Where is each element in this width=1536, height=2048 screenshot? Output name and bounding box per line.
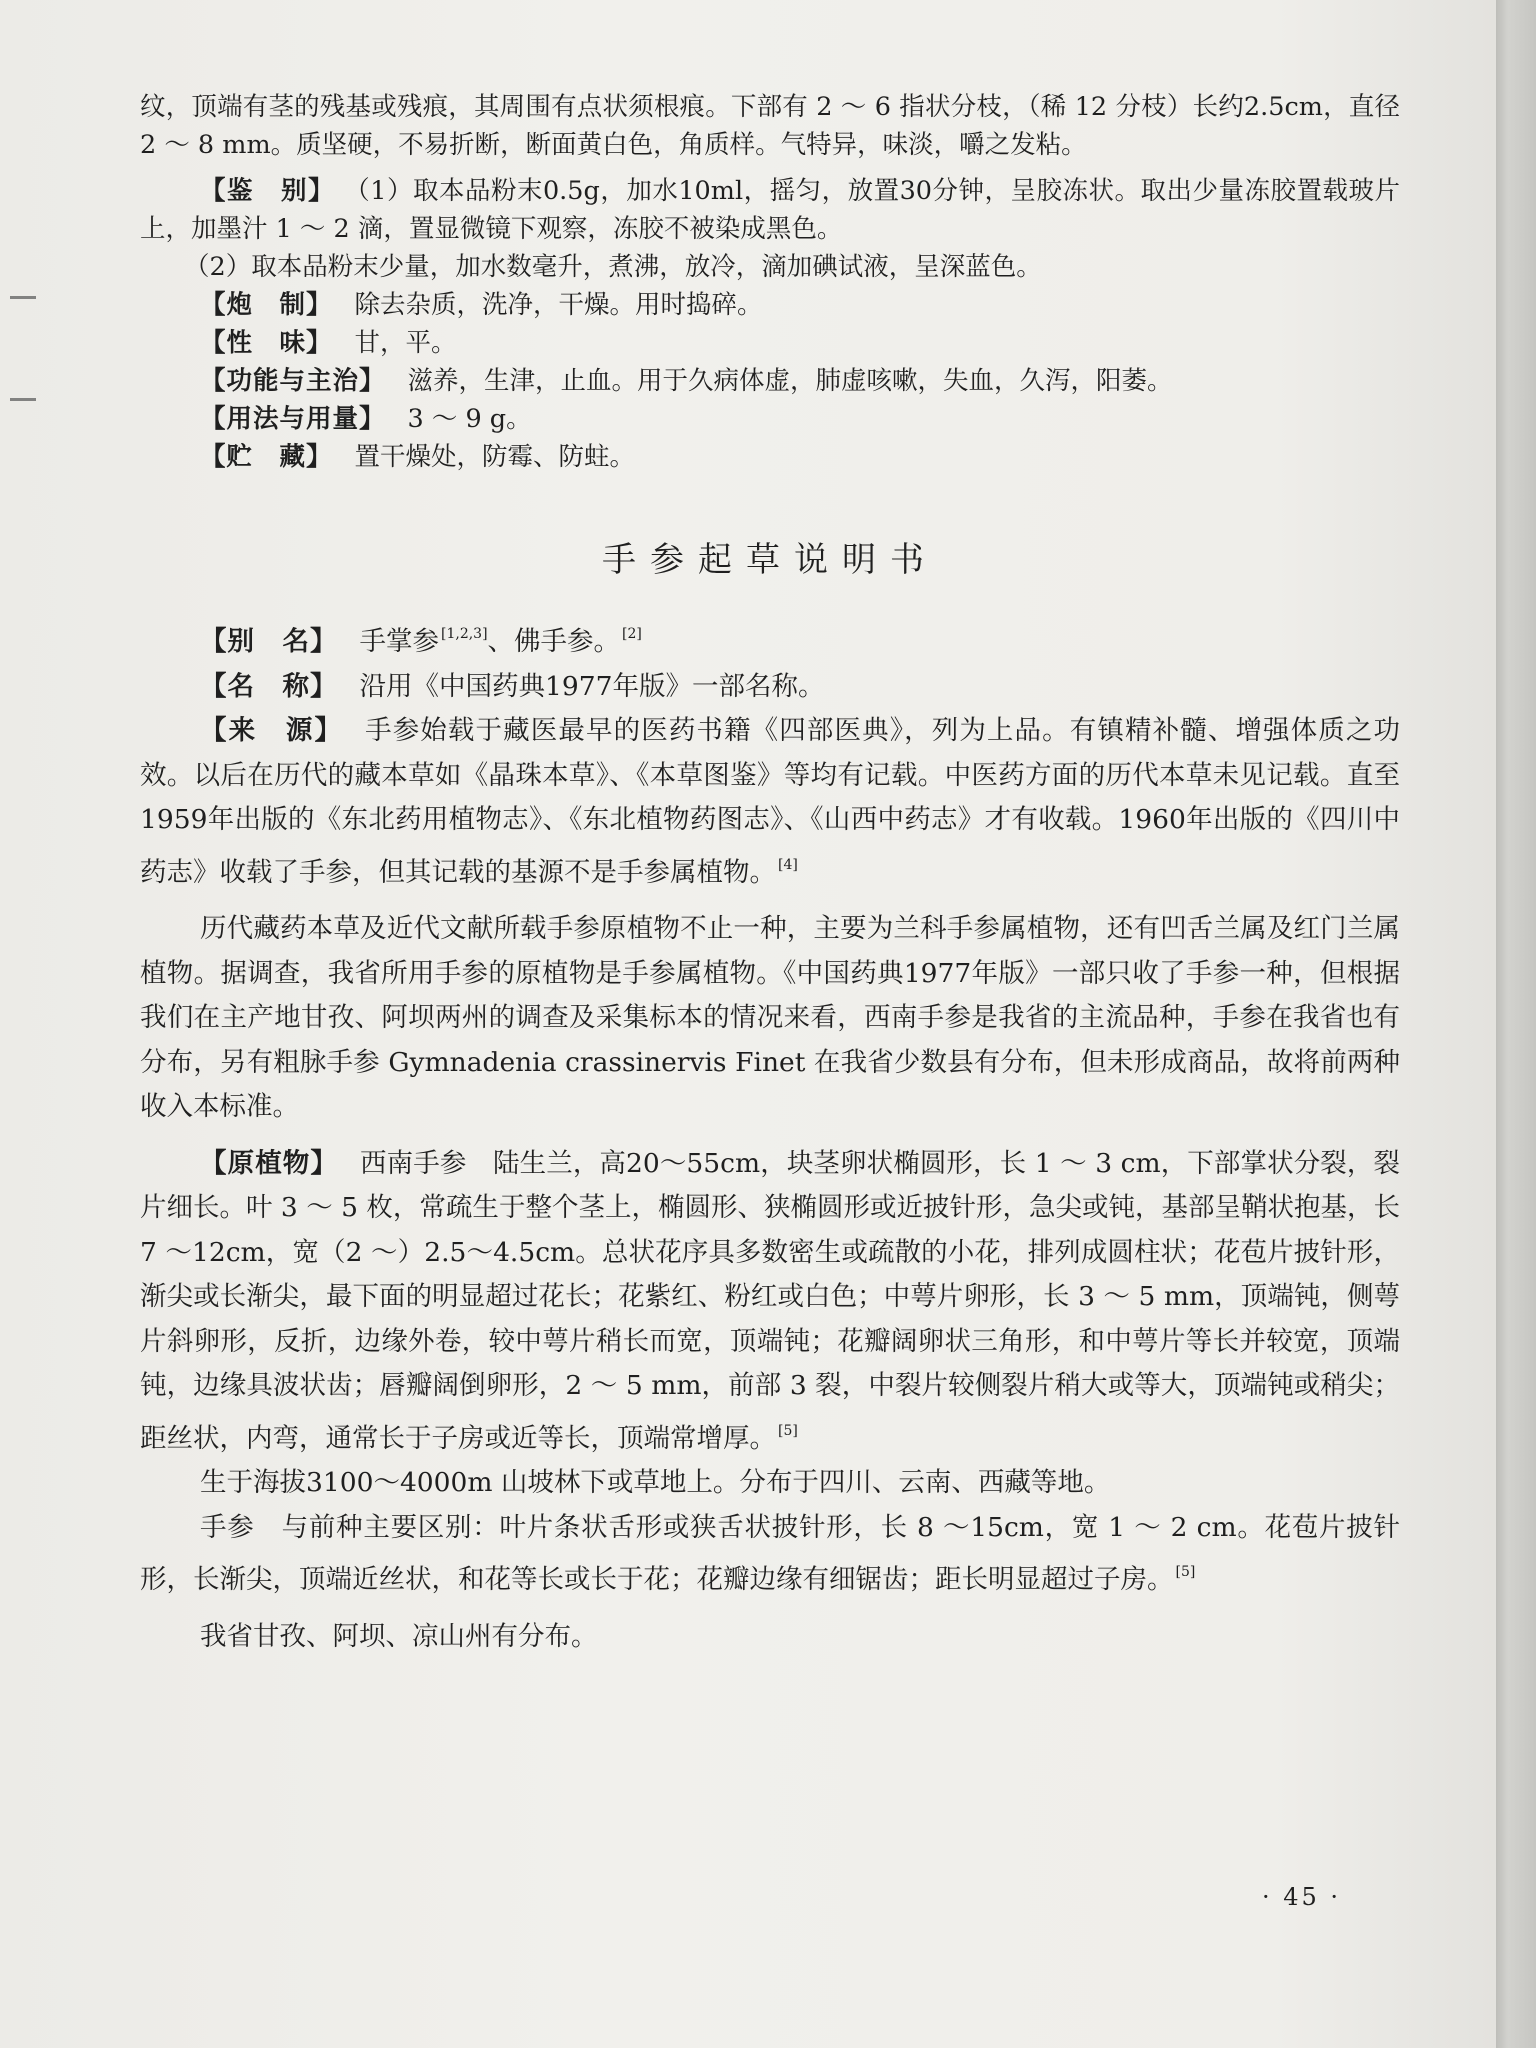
page-number: · 45 ·	[1262, 1883, 1342, 1911]
section-text: 手掌参	[359, 626, 439, 657]
alias-paragraph	[140, 612, 1400, 665]
section-term: 【来 源】	[200, 715, 344, 746]
habitat-paragraph: 生于海拔3100～4000m 山坡林下或草地上。分布于四川、云南、西藏等地。	[200, 1467, 1111, 1498]
property-paragraph	[140, 324, 1400, 362]
distribution-paragraph: 我省甘孜、阿坝、凉山州有分布。	[200, 1620, 598, 1652]
section-term: 【用法与用量】	[200, 404, 386, 434]
section-term: 【鉴 别】	[200, 176, 335, 206]
section-text: 沿用《中国药典1977年版》一部名称。	[359, 670, 825, 702]
plant-paragraph	[140, 1142, 1400, 1462]
source-paragraph	[140, 709, 1400, 895]
dosage-paragraph	[140, 400, 1400, 438]
section-text: 、佛手参。	[487, 626, 621, 657]
body-paragraph: 历代藏药本草及近代文献所载手参原植物不止一种，主要为兰科手参属植物，还有凹舌兰属及红门兰属植物。据调查，我省所用手参的原植物是手参属植物。《中国药典1977年版》一部只收了手参一种，但根据我们在主产地甘孜、阿坝两州的调查及采集标本的情况来看，西南手参是我省的主流品种，手参在我省也有分布，另有粗脉手参 Gymnadenia crassinervis Finet 在我省少数县有分布，但未形成商品，故将前两种收入本标准。	[140, 913, 1400, 1122]
identification-paragraph	[140, 172, 1400, 248]
section-text: 手参始载于藏医最早的医药书籍《四部医典》，列为上品。有镇精补髓、增强体质之功效。以后在历代的藏本草如《晶珠本草》、《本草图鉴》等均有记载。中医药方面的历代本草未见记载。直至1959年出版的《东北药用植物志》、《东北植物药图志》、《山西中药志》才有收载。1960年出版的《四川中药志》收载了手参，但其记载的基源不是手参属植物。	[140, 715, 1401, 888]
processing-paragraph	[140, 286, 1400, 324]
section-term: 【功能与主治】	[200, 366, 386, 396]
citation-ref: [1,2,3]	[441, 626, 488, 642]
section-text: 甘，平。	[354, 328, 457, 358]
species-paragraph	[140, 1506, 1400, 1603]
section-term: 【名 称】	[200, 670, 338, 702]
continuation-paragraph: 纹，顶端有茎的残基或残痕，其周围有点状须根痕。下部有 2 ～ 6 指状分枝，（稀 12 分枝）长约2.5cm，直径 2 ～ 8 mm。质坚硬，不易折断，断面黄白色，角质样。气特异，味淡，嚼之发粘。	[140, 92, 1400, 160]
citation-ref: [5]	[778, 1422, 798, 1439]
margin-mark	[10, 296, 36, 299]
margin-mark	[10, 398, 36, 401]
page-content	[140, 88, 1400, 1659]
document-title: 手参起草说明书	[602, 540, 938, 580]
section-term: 【炮 制】	[200, 290, 333, 320]
citation-ref: [5]	[1175, 1564, 1196, 1580]
section-text: （1）取本品粉末0.5g，加水10ml，摇匀，放置30分钟，呈胶冻状。取出少量冻胶置载玻片上，加墨汁 1 ～ 2 滴，置显微镜下观察，冻胶不被染成黑色。	[140, 176, 1400, 244]
section-text: 3 ～ 9 g。	[407, 404, 532, 434]
section-text: 除去杂质，洗净，干燥。用时捣碎。	[354, 290, 763, 320]
section-text: 手参 与前种主要区别：叶片条状舌形或狭舌状披针形，长 8 ～15cm，宽 1 ～ 2 cm。花苞片披针形，长渐尖，顶端近丝状，和花等长或长于花；花瓣边缘有细锯齿；距长明显超过子房。	[140, 1511, 1400, 1595]
citation-ref: [4]	[778, 856, 798, 873]
monograph-section	[140, 612, 1400, 1659]
section-text: 滋养，生津，止血。用于久病体虚，肺虚咳嗽，失血，久泻，阳萎。	[407, 366, 1173, 396]
identification-item-2: （2）取本品粉末少量，加水数毫升，煮沸，放冷，滴加碘试液，呈深蓝色。	[184, 252, 1042, 282]
section-term: 【性 味】	[200, 328, 333, 358]
storage-paragraph	[140, 438, 1400, 476]
section-text: 西南手参 陆生兰，高20～55cm，块茎卵状椭圆形，长 1 ～ 3 cm，下部掌状分裂，裂片细长。叶 3 ～ 5 枚，常疏生于整个茎上，椭圆形、狭椭圆形或近披针形，急尖或钝，基部呈鞘状抱基，长 7 ～12cm，宽（2 ～）2.5～4.5cm。总状花序具多数密生或疏散的小花，排列成圆柱状；花苞片披针形，渐尖或长渐尖，最下面的明显超过花长；花紫红、粉红或白色；中萼片卵形，长 3 ～ 5 mm，顶端钝，侧萼片斜卵形，反折，边缘外卷，较中萼片稍长而宽，顶端钝；花瓣阔卵状三角形，和中萼片等长并较宽，顶端钝，边缘具波状齿；唇瓣阔倒卵形，2 ～ 5 mm，前部 3 裂，中裂片较侧裂片稍大或等大，顶端钝或稍尖；距丝状，内弯，通常长于子房或近等长，顶端常增厚。	[140, 1147, 1401, 1454]
function-paragraph	[140, 362, 1400, 400]
page-edge	[1496, 0, 1536, 2048]
name-paragraph	[140, 665, 1400, 710]
citation-ref: [2]	[622, 626, 642, 642]
section-term: 【别 名】	[200, 626, 338, 657]
section-term: 【原植物】	[200, 1147, 339, 1179]
section-text: 置干燥处，防霉、防蛀。	[354, 442, 636, 472]
section-term: 【贮 藏】	[200, 442, 333, 472]
